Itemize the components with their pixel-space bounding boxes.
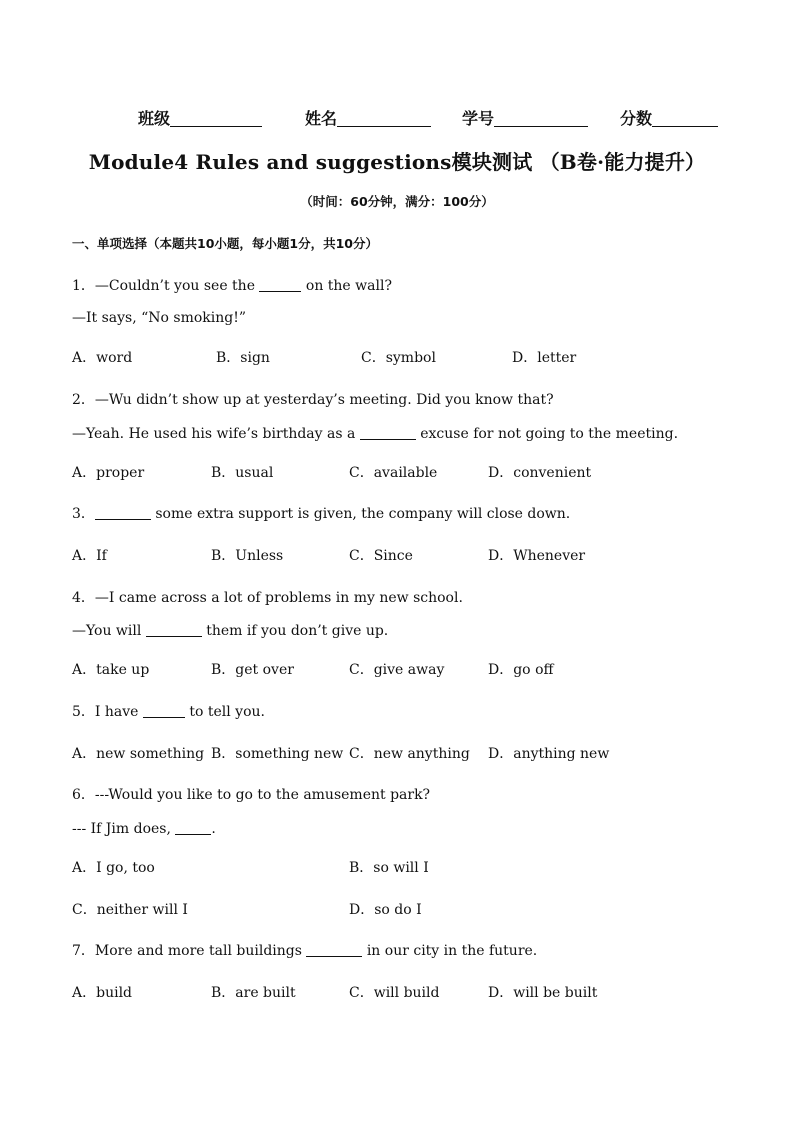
question-7-option-b: B．are built [211, 985, 296, 1001]
student-id-blank-line [494, 108, 588, 127]
question-7-stem-start: 7．More and more tall buildings [72, 943, 307, 959]
question-3-option-d: D．Whenever [488, 548, 586, 564]
question-2-option-a: A．proper [72, 465, 145, 481]
question-2-line2 [72, 425, 678, 442]
answer-blank [143, 703, 185, 718]
question-3 [72, 503, 570, 523]
question-5-stem-end: to tell you. [184, 704, 265, 720]
question-5-option-a: A．new something [72, 746, 205, 762]
question-1-option-d: D．letter [512, 350, 577, 366]
question-2-line2-end: excuse for not going to the meeting. [415, 426, 679, 442]
question-7-stem-end: in our city in the future. [362, 943, 538, 959]
student-id-field [462, 106, 588, 129]
question-7 [72, 940, 537, 960]
question-3-stem-start: 3． [72, 506, 95, 522]
question-2-option-b: B．usual [211, 465, 274, 481]
name-field [305, 106, 431, 129]
class-field [138, 106, 262, 129]
answer-blank [175, 820, 211, 835]
question-6-line2-end: . [211, 821, 216, 837]
question-5-option-b: B．something new [211, 746, 344, 762]
question-3-option-a: A．If [72, 548, 107, 564]
question-1 [72, 275, 392, 295]
question-6: 6．---Would you like to go to the amusement park? [72, 787, 431, 803]
question-1-option-c: C．symbol [361, 350, 436, 366]
question-1-line2: —It says, “No smoking!” [72, 310, 247, 326]
question-4: 4．—I came across a lot of problems in my new school. [72, 590, 463, 606]
question-5-stem-start: 5．I have [72, 704, 143, 720]
question-6-line2 [72, 820, 216, 837]
class-blank-line [170, 108, 262, 127]
answer-blank [259, 277, 301, 292]
question-1-stem-end: on the wall? [301, 278, 392, 294]
question-2-line2-start: —Yeah. He used his wife’s birthday as a [72, 426, 360, 442]
question-3-option-b: B．Unless [211, 548, 284, 564]
score-field [620, 106, 718, 129]
question-3-option-c: C．Since [349, 548, 413, 564]
question-2-option-c: C．available [349, 465, 438, 481]
question-6-option-a: A．I go, too [72, 860, 155, 876]
section-title: 一、单项选择（本题共10小题，每小题1分，共10分） [72, 236, 378, 251]
question-4-line2-end: them if you don’t give up. [201, 623, 389, 639]
answer-blank [306, 942, 362, 957]
answer-blank [360, 425, 416, 440]
question-7-option-d: D．will be built [488, 985, 598, 1001]
question-4-line2 [72, 622, 388, 639]
question-7-option-c: C．will build [349, 985, 440, 1001]
question-4-option-d: D．go off [488, 662, 554, 678]
question-4-option-a: A．take up [72, 662, 150, 678]
question-4-option-b: B．get over [211, 662, 294, 678]
question-5-option-c: C．new anything [349, 746, 470, 762]
answer-blank [146, 622, 202, 637]
question-5 [72, 701, 265, 721]
score-blank-line [652, 108, 718, 127]
exam-title: Module4 Rules and suggestions模块测试 （B卷·能力提升） [88, 150, 706, 174]
question-6-option-b: B．so will I [349, 860, 429, 876]
question-1-option-a: A．word [72, 350, 133, 366]
class-label: 班级 [138, 109, 171, 128]
question-2-option-d: D．convenient [488, 465, 592, 481]
question-1-option-b: B．sign [216, 350, 270, 366]
question-6-line2-start: --- If Jim does, [72, 821, 176, 837]
question-3-stem-end: some extra support is given, the company will close down. [150, 506, 571, 522]
question-7-option-a: A．build [72, 985, 133, 1001]
answer-blank [95, 505, 151, 520]
question-5-option-d: D．anything new [488, 746, 610, 762]
question-6-option-c: C．neither will I [72, 902, 188, 918]
question-2: 2．—Wu didn’t show up at yesterday’s meeting. Did you know that? [72, 392, 554, 408]
exam-subtitle: （时间：60分钟，满分：100分） [300, 194, 494, 209]
score-label: 分数 [620, 109, 653, 128]
name-blank-line [337, 108, 431, 127]
question-4-line2-start: —You will [72, 623, 146, 639]
question-1-stem-start: 1．—Couldn’t you see the [72, 278, 260, 294]
student-id-label: 学号 [462, 109, 495, 128]
name-label: 姓名 [305, 109, 338, 128]
question-4-option-c: C．give away [349, 662, 445, 678]
question-6-option-d: D．so do I [349, 902, 422, 918]
